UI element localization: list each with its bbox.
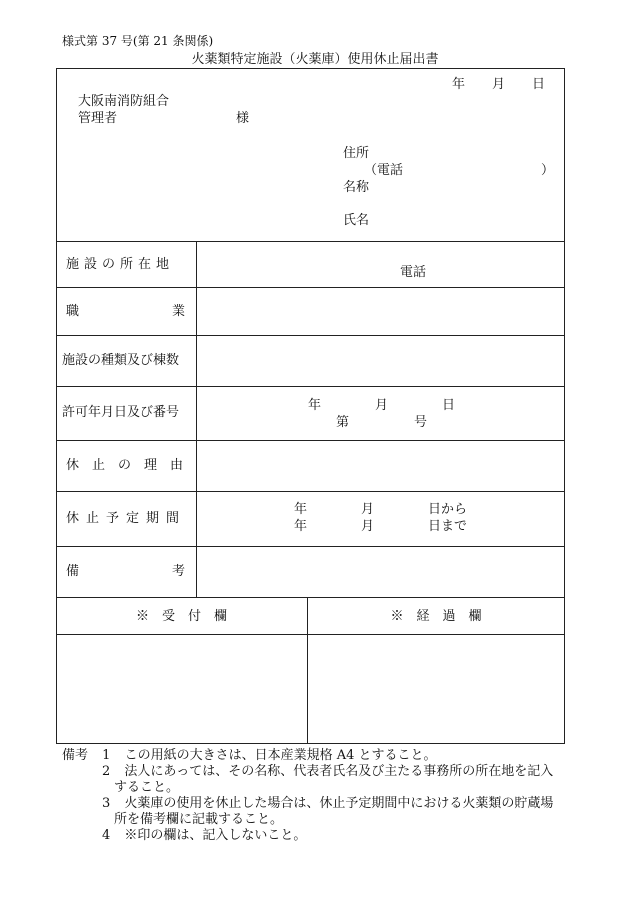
note-4	[62, 828, 553, 844]
note-3	[62, 796, 553, 812]
label-column-divider	[196, 241, 197, 597]
facility-location-label	[66, 258, 180, 271]
reception-column-header: ※ 受 付 欄	[135, 609, 227, 624]
note-1	[62, 748, 553, 764]
recipient-honorific: 様	[236, 111, 250, 126]
permit-number-suffix: 号	[414, 415, 428, 430]
suspension-reason-label: 休止の理由	[66, 458, 197, 473]
date-day: 日	[532, 77, 546, 92]
suspension-period-label: 休止予定期間	[66, 511, 187, 526]
note-3-number: 3	[102, 796, 111, 811]
phone-close: ）	[541, 163, 555, 178]
period-from-day: 日から	[428, 502, 468, 517]
permit-day: 日	[442, 398, 456, 413]
form-number: 様式第 37 号(第 21 条関係)	[62, 34, 214, 48]
form-title: 火薬類特定施設（火薬庫）使用休止届出書	[191, 52, 439, 67]
note-3-text-a: 火薬庫の使用を休止した場合は、休止予定期間中における火薬類の貯蔵場	[124, 796, 554, 811]
period-to-day: 日まで	[428, 519, 468, 534]
row-divider	[56, 634, 565, 635]
notes-section	[62, 748, 553, 844]
date-month: 月	[492, 77, 506, 92]
row-divider	[56, 335, 565, 336]
period-to-year: 年	[294, 519, 308, 534]
row-divider	[56, 241, 565, 242]
remarks-label-a: 備	[66, 564, 80, 579]
date-year: 年	[452, 77, 466, 92]
period-from-month: 月	[361, 502, 375, 517]
row-divider	[56, 546, 565, 547]
person-label: 氏名	[343, 213, 370, 228]
note-4-text: ※印の欄は、記入しないこと。	[124, 828, 307, 843]
recipient-org: 大阪南消防組合	[78, 94, 170, 109]
permit-label: 許可年月日及び番号	[62, 405, 180, 420]
row-divider	[56, 386, 565, 387]
notes-heading: 備考	[62, 748, 89, 763]
note-1-number: 1	[102, 748, 111, 763]
note-2	[62, 764, 553, 780]
progress-column-header: ※ 経 過 欄	[390, 609, 482, 624]
row-divider	[56, 597, 565, 598]
occupation-label-a: 職	[66, 304, 80, 319]
permit-month: 月	[375, 398, 389, 413]
facility-kind-label: 施設の種類及び棟数	[62, 353, 180, 368]
note-2-number: 2	[102, 764, 111, 779]
permit-year: 年	[308, 398, 322, 413]
permit-number-prefix: 第	[336, 415, 350, 430]
address-label: 住所	[343, 146, 370, 161]
occupation-label-b: 業	[172, 304, 186, 319]
note-3-cont: 所を備考欄に記載すること。	[114, 812, 284, 827]
facility-phone-label: 電話	[400, 265, 427, 280]
note-4-number: 4	[102, 828, 111, 843]
period-from-year: 年	[294, 502, 308, 517]
name-label: 名称	[343, 180, 370, 195]
period-to-month: 月	[361, 519, 375, 534]
row-divider	[56, 287, 565, 288]
recipient-title: 管理者	[78, 111, 118, 126]
note-2-cont: すること。	[114, 780, 180, 795]
row-divider	[56, 440, 565, 441]
facility-location-text: 施設の所在地	[66, 257, 175, 272]
remarks-label-b: 考	[172, 564, 186, 579]
phone-label: （電話	[364, 163, 404, 178]
note-1-text: この用紙の大きさは、日本産業規格 A4 とすること。	[124, 748, 437, 763]
row-divider	[56, 491, 565, 492]
note-2-text-a: 法人にあっては、その名称、代表者氏名及び主たる事務所の所在地を記入	[124, 764, 554, 779]
